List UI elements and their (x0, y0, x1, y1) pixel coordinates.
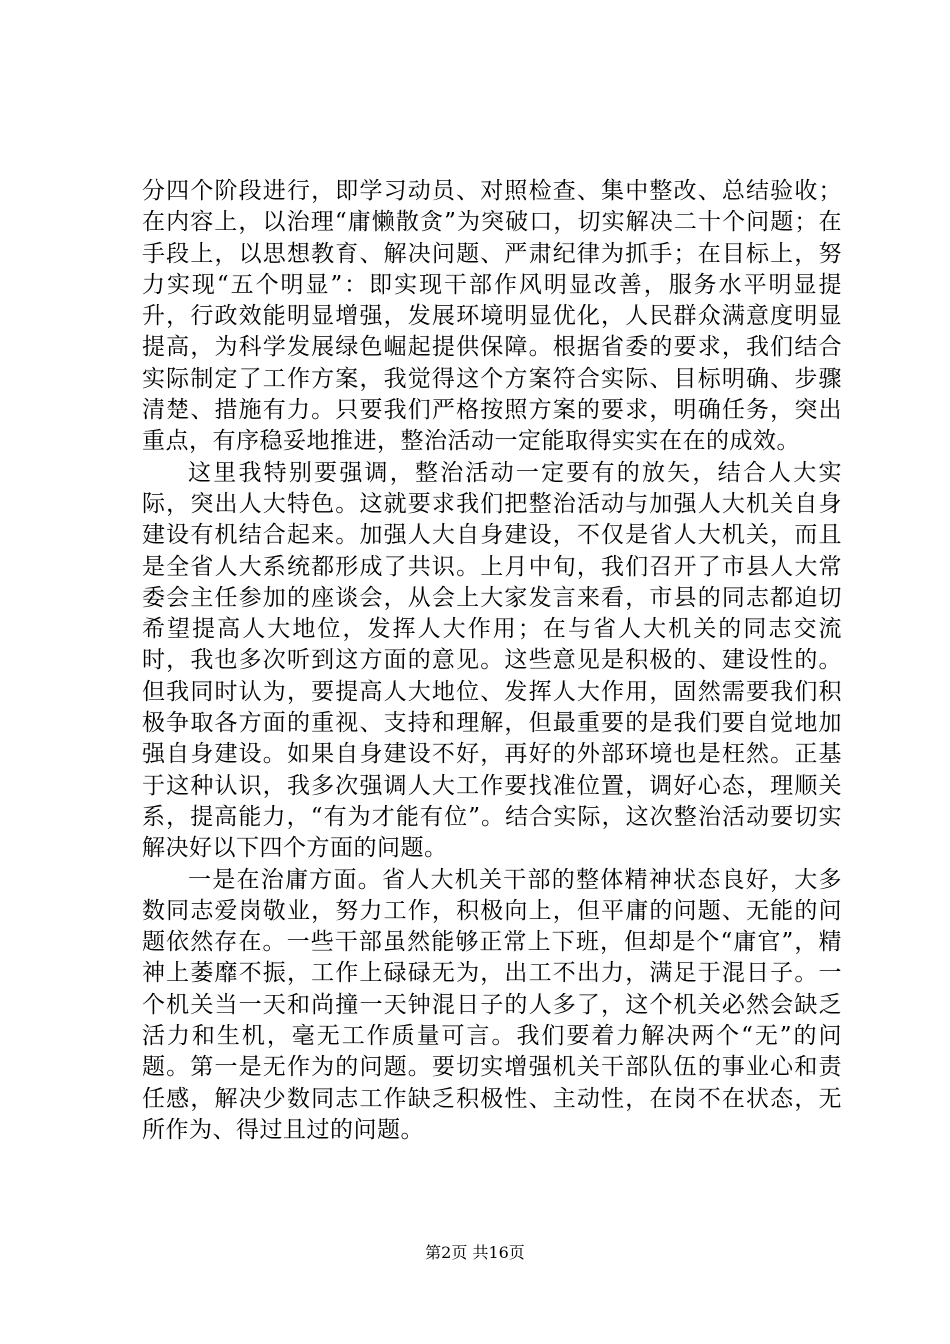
paragraph-1: 分四个阶段进行，即学习动员、对照检查、集中整改、总结验收；在内容上，以治理“庸懒散贪”为突破口，切实解决二十个问题；在手段上，以思想教育、解决问题、严肃纪律为抓手；在目标上，努力实现“五个明显”：即实现干部作风明显改善，服务水平明显提升，行政效能明显增强，发展环境明显优化，人民群众满意度明显提高，为科学发展绿色崛起提供保障。根据省委的要求，我们结合实际制定了工作方案，我觉得这个方案符合实际、目标明确、步骤清楚、措施有力。只要我们严格按照方案的要求，明确任务，突出重点，有序稳妥地推进，整治活动一定能取得实实在在的成效。 (142, 178, 842, 455)
paragraph-3: 一是在治庸方面。省人大机关干部的整体精神状态良好，大多数同志爱岗敬业，努力工作，积极向上，但平庸的问题、无能的问题依然存在。一些干部虽然能够正常上下班，但却是个“庸官”，精神上萎靡不振，工作上碌碌无为，出工不出力，满足于混日子。一个机关当一天和尚撞一天钟混日子的人多了，这个机关必然会缺乏活力和生机，毫无工作质量可言。我们要着力解决两个“无”的问题。第一是无作为的问题。要切实增强机关干部队伍的事业心和责任感，解决少数同志工作缺乏积极性、主动性，在岗不在状态，无所作为、得过且过的问题。 (142, 866, 842, 1143)
paragraph-2: 这里我特别要强调，整治活动一定要有的放矢，结合人大实际，突出人大特色。这就要求我们把整治活动与加强人大机关自身建设有机结合起来。加强人大自身建设，不仅是省人大机关，而且是全省人大系统都形成了共识。上月中旬，我们召开了市县人大常委会主任参加的座谈会，从会上大家发言来看，市县的同志都迫切希望提高人大地位，发挥人大作用；在与省人大机关的同志交流时，我也多次听到这方面的意见。这些意见是积极的、建设性的。但我同时认为，要提高人大地位、发挥人大作用，固然需要我们积极争取各方面的重视、支持和理解，但最重要的是我们要自觉地加强自身建设。如果自身建设不好，再好的外部环境也是枉然。正基于这种认识，我多次强调人大工作要找准位置，调好心态，理顺关系，提高能力，“有为才能有位”。结合实际，这次整治活动要切实解决好以下四个方面的问题。 (142, 459, 842, 862)
page-footer (0, 1243, 950, 1263)
body-text (142, 176, 842, 1146)
page-number: 第2页 共16页 (425, 1243, 525, 1262)
